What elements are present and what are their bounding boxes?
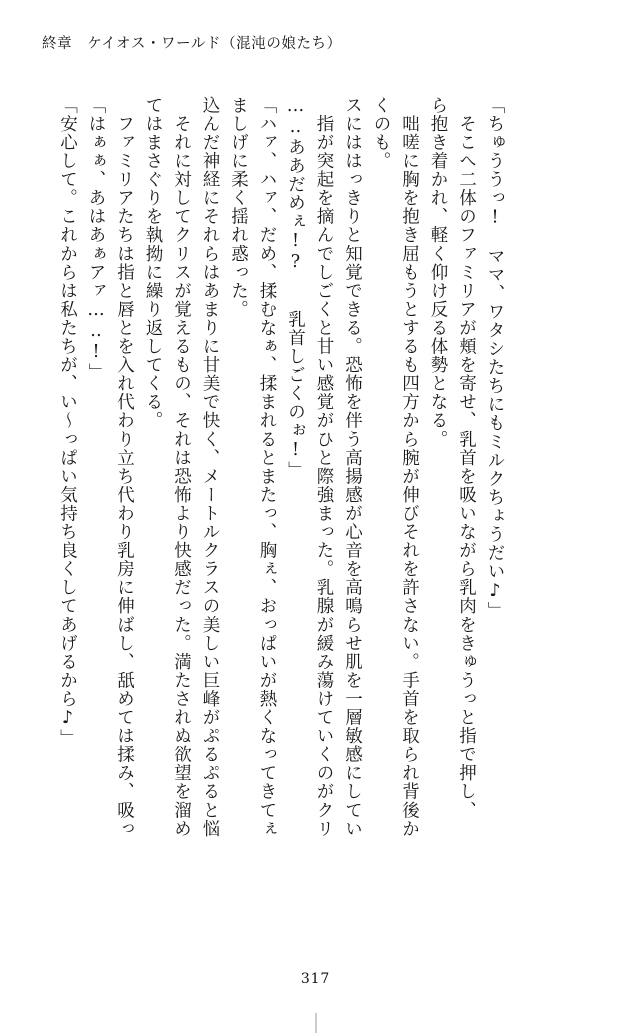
body-text	[47, 96, 587, 934]
text-column: 咄嗟に胸を抱き屈もうとするも四方から腕が伸びそれを許さない。手首を取られ背後か	[399, 96, 420, 838]
page-number: 317	[300, 971, 331, 987]
text-column: …‥ああだめぇ!? 乳首しごくのぉ!」	[285, 96, 306, 480]
text-column: 「ハァ、ハァ、だめ、揉むなぁ、揉まれるとまたっ、胸ぇ、おっぱいが熱くなってきてぇ	[257, 96, 277, 838]
spine-mark	[315, 1013, 316, 1033]
text-column: 「安心して。これからは私たちが、い～っぱい気持ち良くしてあげるから♪」	[57, 96, 78, 748]
text-column: ましげに柔く揺れ惑った。	[228, 96, 249, 319]
text-column: 込んだ神経にそれらはあまりに甘美で快く、メートルクラスの美しい巨峰がぷるぷると悩	[200, 96, 220, 838]
text-column: ら抱き着かれ、軽く仰け反る体勢となる。	[428, 96, 448, 449]
text-column: てはまさぐりを執拗に繰り返してくる。	[143, 96, 163, 430]
text-column: そこへ二体のファミリアが頬を寄せ、乳首を吸いながら乳肉をきゅうっと指で押し、	[456, 96, 477, 820]
text-column: それに対してクリスが覚えるもの、それは恐怖より快感だった。満たされぬ欲望を溜め	[171, 96, 192, 838]
text-column: ファミリアたちは指と唇とを入れ代わり立ち代わり乳房に伸ばし、舐めては揉み、吸っ	[114, 96, 135, 838]
text-column: スにははっきりと知覚できる。恐怖を伴う高揚感が心音を高鳴らせ肌を一層敏感にしてい	[342, 96, 363, 838]
text-column: 「はぁぁ、あはあぁアァ…‥!」	[86, 96, 106, 382]
text-column: 指が突起を摘んでしごくと甘い感覚がひと際強まった。乳腺が緩み蕩けていくのがクリ	[314, 96, 334, 838]
text-column: 「ちゅううっ! ママ、ワタシたちにもミルクちょうだい♪」	[485, 96, 505, 621]
text-column: くのも。	[371, 96, 391, 171]
running-header: 終章 ケイオス・ワールド（混沌の娘たち）	[42, 36, 342, 52]
